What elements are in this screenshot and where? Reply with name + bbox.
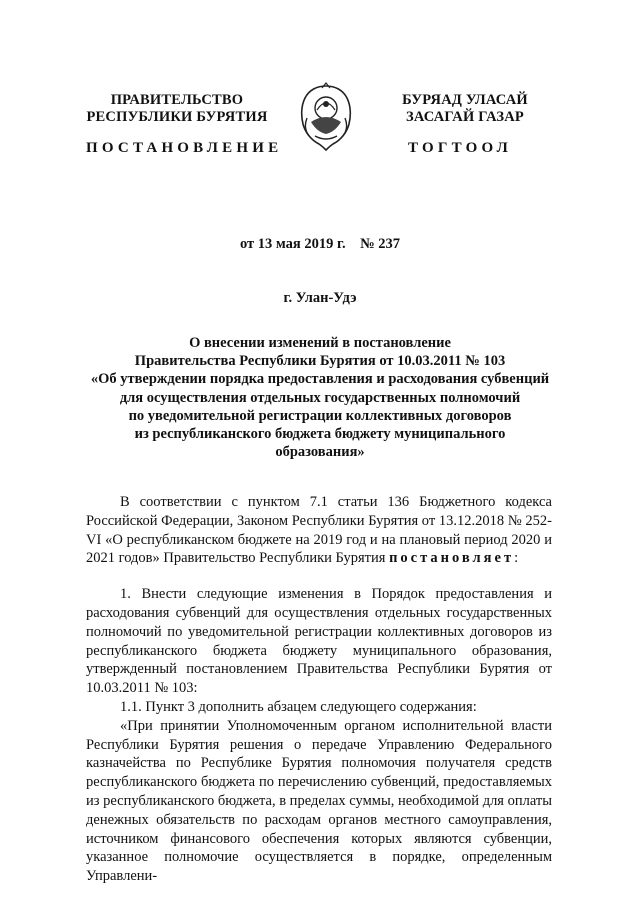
preamble-text: В соответствии с пунктом 7.1 статьи 136 Бюджетного кодекса Российской Федерации, Законом Республики Бурятия от 13.12.2018 № 252-VI «О республиканском бюджете на 2019 год и на плановый период 2020 и 2021 годов» Правительство Республики Бурятия (86, 494, 552, 567)
title-line: Правительства Республики Бурятия от 10.03.2011 № 103 (134, 353, 506, 370)
government-name-ru-line2: РЕСПУБЛИКИ БУРЯТИЯ (86, 109, 268, 125)
title-line: «Об утверждении порядка предоставления и расходования субвенций (90, 371, 550, 388)
preamble-paragraph (86, 493, 552, 568)
government-name-bua (384, 92, 546, 126)
government-name-bua-line1: БУРЯАД УЛАСАЙ (402, 92, 528, 108)
document-title (90, 334, 550, 461)
document-body (86, 493, 552, 886)
title-line: образования» (275, 444, 365, 461)
doc-type-bua: ТОГТООЛ (408, 140, 512, 156)
city: г. Улан-Удэ (283, 290, 357, 306)
coat-of-arms-emblem (295, 82, 357, 152)
title-line: для осуществления отдельных государственных полномочий (119, 389, 521, 406)
doc-type-ru: ПОСТАНОВЛЕНИЕ (86, 140, 283, 156)
title-line: по уведомительной регистрации коллективных договоров (128, 407, 512, 424)
date-and-number: от 13 мая 2019 г. № 237 (239, 236, 401, 252)
resolution-keyword: постановляет (389, 550, 515, 567)
government-name-bua-line2: ЗАСАГАЙ ГАЗАР (406, 109, 524, 125)
preamble-end: : (514, 550, 519, 567)
title-line: из республиканского бюджета бюджету муниципального (134, 426, 506, 443)
item-1-1-paragraph: 1.1. Пункт 3 дополнить абзацем следующего содержания: (120, 698, 477, 715)
government-name-ru (86, 92, 268, 126)
quoted-addition-paragraph: «При принятии Уполномоченным органом исполнительной власти Республики Бурятия решения о передаче Управлению Федерального казначейства по Республике Бурятия полномочия получателя средств республиканского бюджета по перечислению субвенций, предоставляемых из республиканского бюджета, в пределах суммы, необходимой для оплаты денежных обязательств по расходам органов местного самоуправления, источником финансового обеспечения которых являются субвенции, указанное полномочие осуществляется в порядке, определенным Управлени- (86, 717, 552, 885)
government-name-ru-line1: ПРАВИТЕЛЬСТВО (110, 92, 244, 108)
item-1-paragraph: 1. Внести следующие изменения в Порядок предоставления и расходования субвенций для осуществления отдельных государственных полномочий по уведомительной регистрации коллективных договоров из республиканского бюджета бюджету муниципального образования, утвержденный постановлением Правительства Республики Бурятия от 10.03.2011 № 103: (86, 586, 552, 697)
title-line: О внесении изменений в постановление (189, 335, 451, 351)
